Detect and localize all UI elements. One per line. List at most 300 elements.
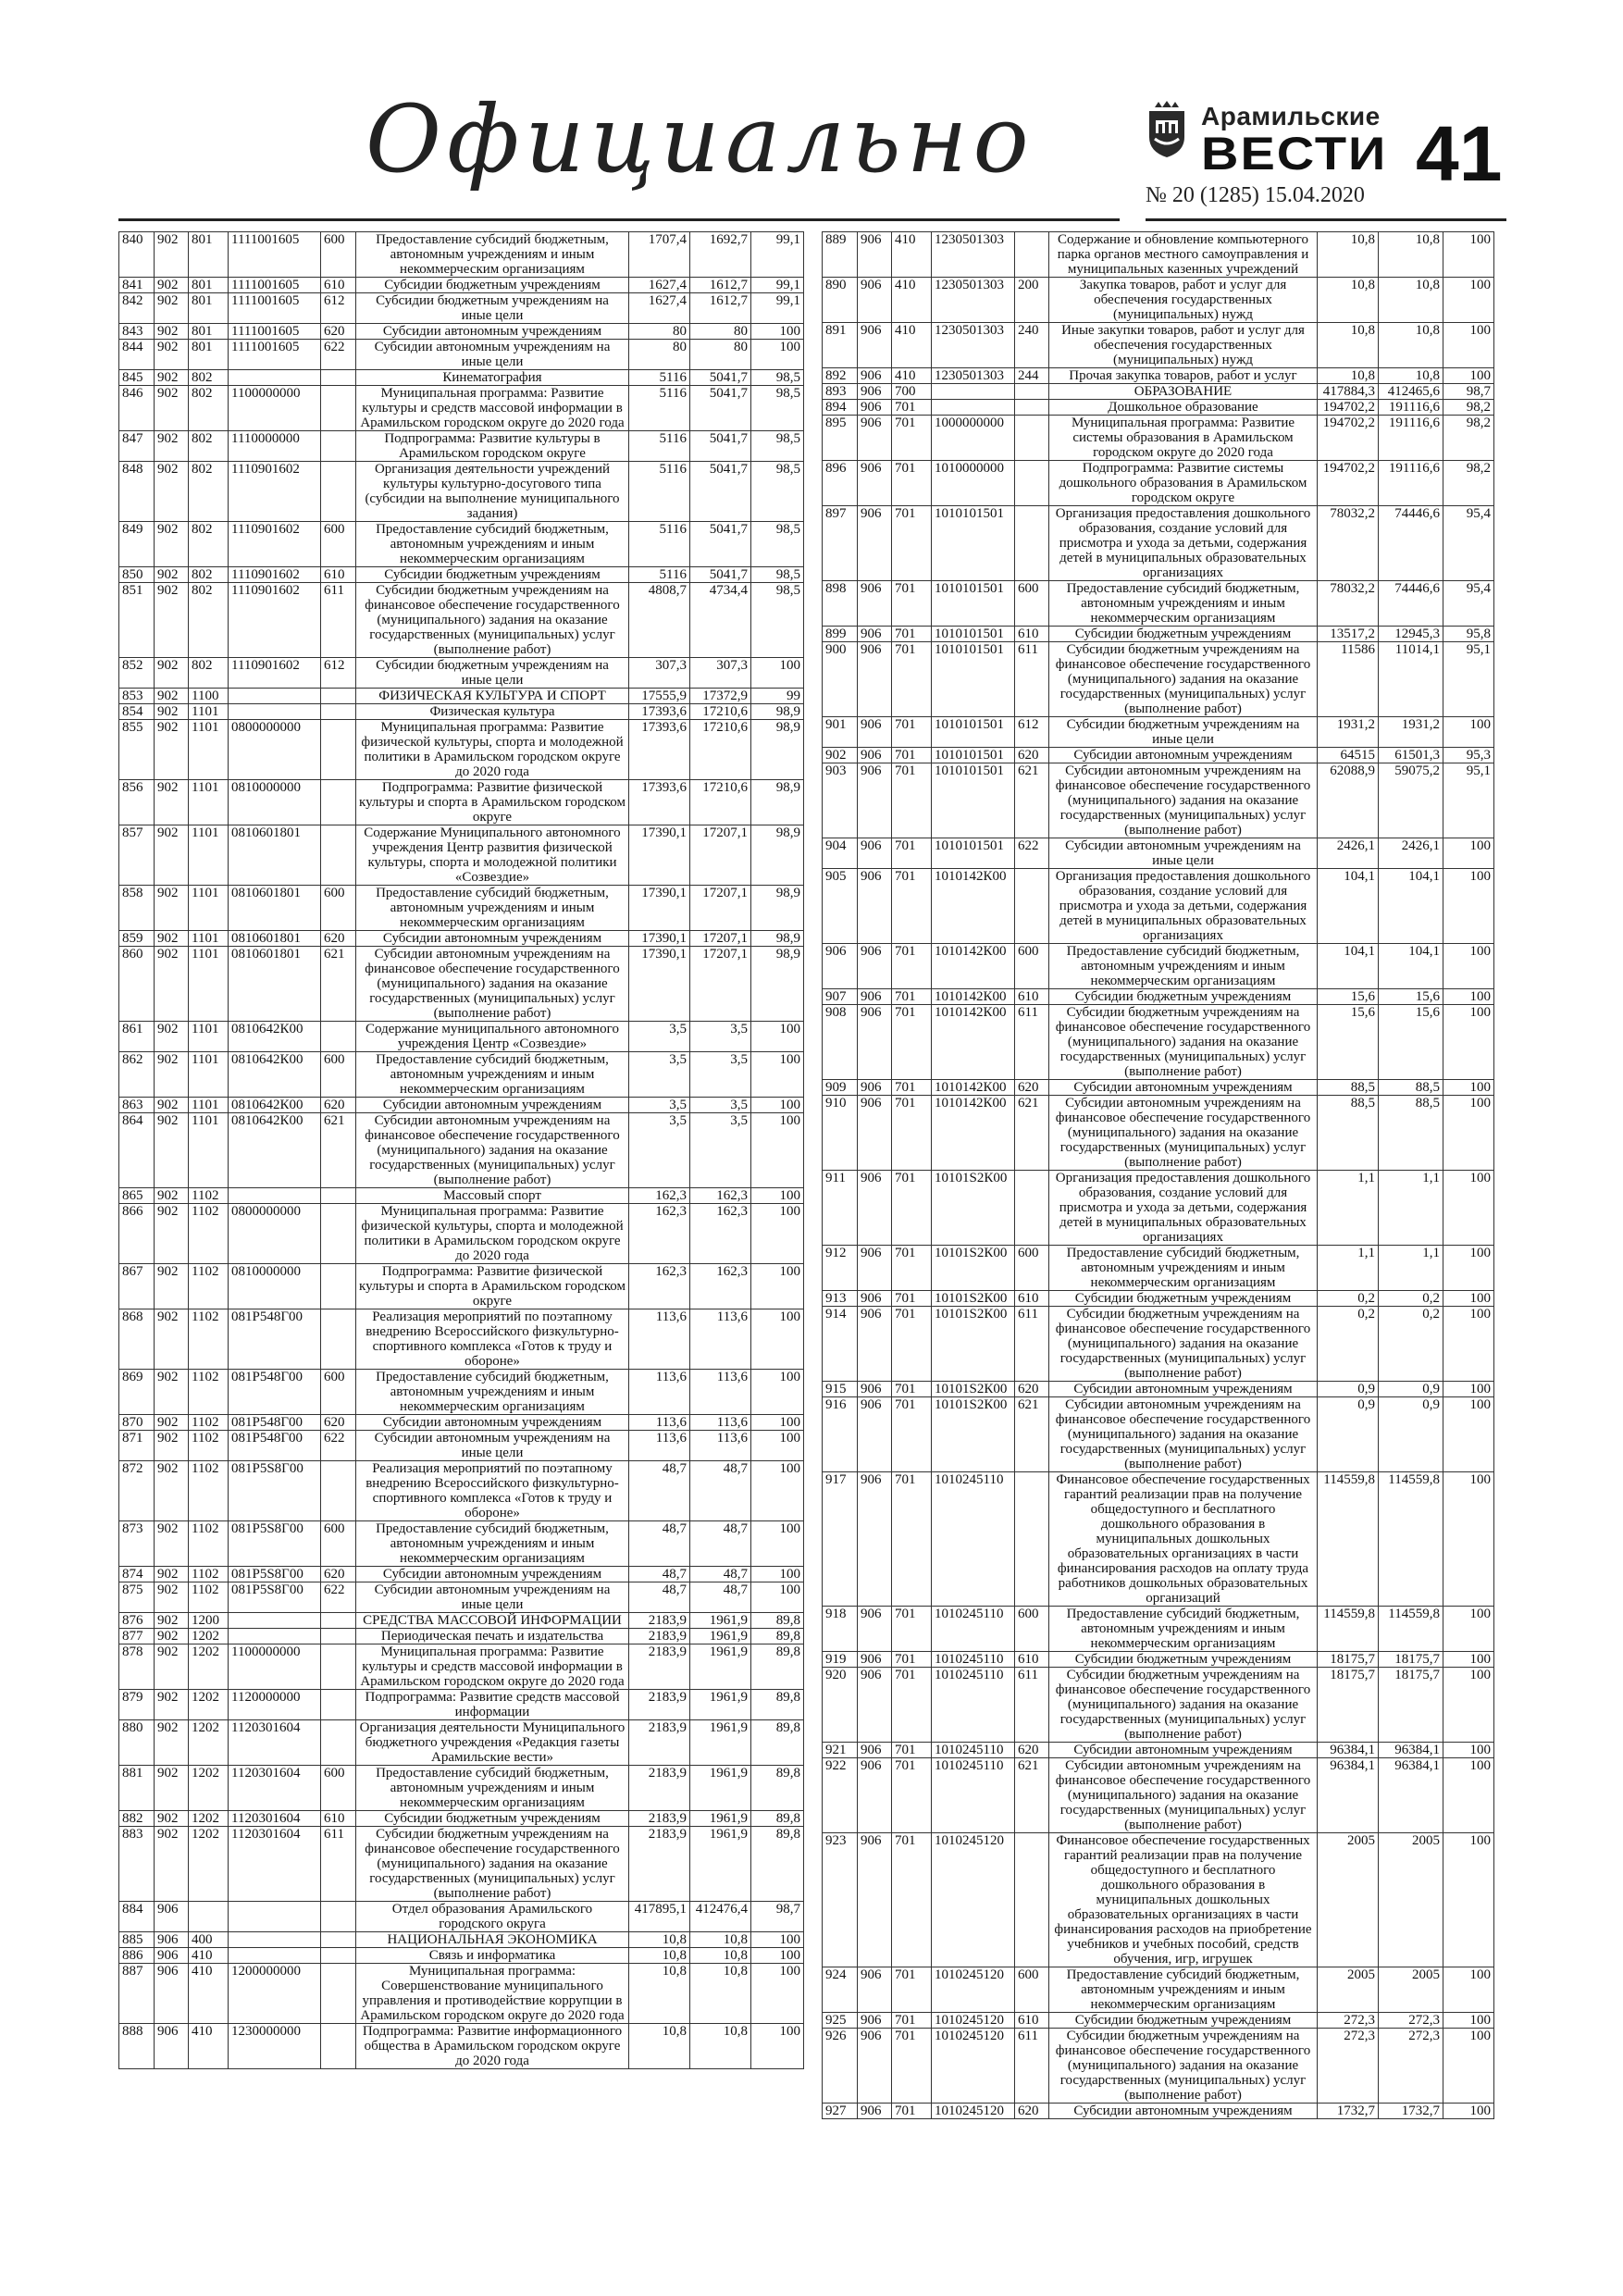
planned-amount: 0,2	[1318, 1307, 1379, 1382]
row-number: 894	[823, 400, 858, 416]
section-code: 802	[189, 583, 229, 658]
execution-percent: 95,1	[1443, 642, 1494, 717]
section-code: 802	[189, 522, 229, 567]
execution-percent: 98,9	[751, 720, 804, 780]
planned-amount: 5116	[629, 386, 690, 431]
table-row	[119, 1902, 804, 1932]
section-code: 701	[892, 1307, 932, 1382]
execution-percent: 98,9	[751, 825, 804, 886]
section-code: 801	[189, 278, 229, 293]
execution-percent: 100	[1443, 1080, 1494, 1096]
row-number: 855	[119, 720, 155, 780]
target-article-code	[229, 1902, 321, 1932]
row-number: 909	[823, 1080, 858, 1096]
table-row	[823, 1080, 1494, 1096]
item-name: Организация предоставления дошкольного образования, создание условий для присмотра и ухода за детьми, содержания детей в муниципальных образовательных организациях	[1049, 1171, 1318, 1246]
planned-amount: 17393,6	[629, 780, 690, 825]
section-code: 701	[892, 2013, 932, 2029]
section-code: 1101	[189, 931, 229, 947]
section-code: 1102	[189, 1567, 229, 1582]
expense-type-code: 621	[1015, 763, 1049, 838]
ministry-code: 906	[858, 278, 892, 323]
section-code: 801	[189, 340, 229, 370]
section-code: 701	[892, 869, 932, 944]
ministry-code: 902	[155, 947, 189, 1022]
planned-amount: 2183,9	[629, 1644, 690, 1690]
executed-amount: 59075,2	[1379, 763, 1443, 838]
item-name: Субсидии автономным учреждениям	[356, 1567, 629, 1582]
target-article-code: 1010245110	[932, 1472, 1015, 1607]
expense-type-code: 600	[1015, 944, 1049, 989]
ministry-code: 906	[858, 1472, 892, 1607]
table-row	[823, 642, 1494, 717]
section-code: 701	[892, 2104, 932, 2119]
planned-amount: 2005	[1318, 1833, 1379, 1967]
planned-amount: 13517,2	[1318, 627, 1379, 642]
ministry-code: 906	[858, 1291, 892, 1307]
section-code: 802	[189, 386, 229, 431]
execution-percent: 100	[751, 1264, 804, 1309]
ministry-code: 902	[155, 1415, 189, 1431]
row-number: 861	[119, 1022, 155, 1052]
item-name: Субсидии бюджетным учреждениям на финансовое обеспечение государственного (муниципального) задания на оказание государственных (муниципальных) услуг (выполнение работ)	[1049, 1668, 1318, 1743]
item-name: Субсидии бюджетным учреждениям на финансовое обеспечение государственного (муниципального) задания на оказание государственных (муниципальных) услуг (выполнение работ)	[356, 1827, 629, 1902]
item-name: Субсидии автономным учреждениям	[1049, 748, 1318, 763]
section-code: 400	[189, 1932, 229, 1948]
planned-amount: 104,1	[1318, 944, 1379, 989]
expense-type-code	[321, 462, 356, 522]
planned-amount: 78032,2	[1318, 506, 1379, 581]
table-row	[119, 1098, 804, 1113]
item-name: Дошкольное образование	[1049, 400, 1318, 416]
row-number: 890	[823, 278, 858, 323]
row-number: 882	[119, 1811, 155, 1827]
item-name: Субсидии автономным учреждениям на иные цели	[356, 1431, 629, 1461]
expense-type-code	[321, 431, 356, 462]
executed-amount: 1961,9	[690, 1613, 751, 1629]
target-article-code: 0810642К00	[229, 1052, 321, 1098]
planned-amount: 17390,1	[629, 947, 690, 1022]
planned-amount: 272,3	[1318, 2013, 1379, 2029]
executed-amount: 1961,9	[690, 1720, 751, 1766]
execution-percent: 100	[751, 1188, 804, 1204]
executed-amount: 1612,7	[690, 278, 751, 293]
execution-percent: 100	[1443, 1307, 1494, 1382]
planned-amount: 17390,1	[629, 886, 690, 931]
row-number: 920	[823, 1668, 858, 1743]
target-article-code: 1010101501	[932, 838, 1015, 869]
execution-percent: 100	[1443, 1397, 1494, 1472]
row-number: 925	[823, 2013, 858, 2029]
section-code: 410	[189, 1948, 229, 1964]
execution-percent: 98,2	[1443, 416, 1494, 461]
table-row	[119, 1204, 804, 1264]
planned-amount: 0,2	[1318, 1291, 1379, 1307]
executed-amount: 191116,6	[1379, 461, 1443, 506]
section-code: 701	[892, 1096, 932, 1171]
ministry-code: 902	[155, 1690, 189, 1720]
item-name: Подпрограмма: Развитие физической культуры и спорта в Арамильском городском округе	[356, 780, 629, 825]
executed-amount: 17207,1	[690, 825, 751, 886]
page-number: 41	[1416, 110, 1503, 197]
section-code: 1101	[189, 704, 229, 720]
planned-amount: 5116	[629, 522, 690, 567]
ministry-code: 906	[858, 506, 892, 581]
execution-percent: 98,9	[751, 886, 804, 931]
planned-amount: 5116	[629, 462, 690, 522]
executed-amount: 96384,1	[1379, 1758, 1443, 1833]
table-row	[823, 581, 1494, 627]
item-name: Реализация мероприятий по поэтапному внедрению Всероссийского физкультурно-спортивного комплекса «Готов к труду и обороне»	[356, 1461, 629, 1521]
execution-percent: 98,2	[1443, 400, 1494, 416]
row-number: 917	[823, 1472, 858, 1607]
executed-amount: 3,5	[690, 1113, 751, 1188]
item-name: Организация предоставления дошкольного образования, создание условий для присмотра и ухода за детьми, содержания детей в муниципальных образовательных организациях	[1049, 506, 1318, 581]
table-row	[119, 1964, 804, 2024]
row-number: 923	[823, 1833, 858, 1967]
item-name: Субсидии бюджетным учреждениям	[1049, 1652, 1318, 1668]
expense-type-code: 620	[321, 1415, 356, 1431]
planned-amount: 48,7	[629, 1582, 690, 1613]
planned-amount: 2183,9	[629, 1766, 690, 1811]
item-name: Субсидии бюджетным учреждениям на финансовое обеспечение государственного (муниципального) задания на оказание государственных (муниципальных) услуг (выполнение работ)	[1049, 642, 1318, 717]
executed-amount: 412476,4	[690, 1902, 751, 1932]
execution-percent: 98,5	[751, 370, 804, 386]
table-row	[119, 386, 804, 431]
execution-percent: 100	[1443, 1472, 1494, 1607]
expense-type-code: 610	[1015, 627, 1049, 642]
header-rule-right	[1146, 218, 1506, 221]
ministry-code: 906	[858, 368, 892, 384]
row-number: 889	[823, 232, 858, 278]
row-number: 879	[119, 1690, 155, 1720]
item-name: Субсидии автономным учреждениям	[356, 324, 629, 340]
planned-amount: 10,8	[629, 1948, 690, 1964]
executed-amount: 5041,7	[690, 431, 751, 462]
expense-type-code	[321, 1188, 356, 1204]
ministry-code: 902	[155, 1022, 189, 1052]
table-row	[823, 461, 1494, 506]
item-name: Субсидии автономным учреждениям на иные цели	[356, 340, 629, 370]
ministry-code: 902	[155, 431, 189, 462]
ministry-code: 906	[155, 1948, 189, 1964]
table-row	[119, 1948, 804, 1964]
row-number: 851	[119, 583, 155, 658]
target-article-code: 1010142К00	[932, 869, 1015, 944]
table-row	[823, 232, 1494, 278]
row-number: 883	[119, 1827, 155, 1902]
expense-type-code: 610	[321, 278, 356, 293]
table-row	[119, 947, 804, 1022]
ministry-code: 906	[858, 384, 892, 400]
expense-type-code: 600	[1015, 1607, 1049, 1652]
expense-type-code: 621	[1015, 1397, 1049, 1472]
target-article-code: 1110901602	[229, 567, 321, 583]
section-code: 1102	[189, 1264, 229, 1309]
ministry-code: 902	[155, 340, 189, 370]
expense-type-code	[321, 2024, 356, 2069]
planned-amount: 3,5	[629, 1052, 690, 1098]
target-article-code: 10101S2К00	[932, 1382, 1015, 1397]
planned-amount: 5116	[629, 370, 690, 386]
expense-type-code	[1015, 400, 1049, 416]
execution-percent: 100	[751, 1309, 804, 1370]
planned-amount: 80	[629, 324, 690, 340]
ministry-code: 902	[155, 825, 189, 886]
expense-type-code	[321, 1720, 356, 1766]
ministry-code: 902	[155, 1811, 189, 1827]
ministry-code: 902	[155, 931, 189, 947]
ministry-code: 906	[858, 642, 892, 717]
row-number: 888	[119, 2024, 155, 2069]
row-number: 871	[119, 1431, 155, 1461]
row-number: 897	[823, 506, 858, 581]
item-name: Субсидии бюджетным учреждениям	[1049, 2013, 1318, 2029]
item-name: Субсидии бюджетным учреждениям на иные цели	[356, 293, 629, 324]
section-code: 701	[892, 1833, 932, 1967]
executed-amount: 0,2	[1379, 1307, 1443, 1382]
ministry-code: 902	[155, 1204, 189, 1264]
executed-amount: 61501,3	[1379, 748, 1443, 763]
item-name: Субсидии автономным учреждениям	[356, 1098, 629, 1113]
section-code: 701	[892, 989, 932, 1005]
ministry-code: 902	[155, 278, 189, 293]
execution-percent: 100	[751, 1461, 804, 1521]
executed-amount: 10,8	[1379, 278, 1443, 323]
row-number: 910	[823, 1096, 858, 1171]
section-code: 701	[892, 2029, 932, 2104]
executed-amount: 10,8	[1379, 232, 1443, 278]
row-number: 847	[119, 431, 155, 462]
row-number: 876	[119, 1613, 155, 1629]
table-row	[119, 232, 804, 278]
execution-percent: 98,9	[751, 704, 804, 720]
executed-amount: 12945,3	[1379, 627, 1443, 642]
section-code: 1102	[189, 1204, 229, 1264]
executed-amount: 74446,6	[1379, 506, 1443, 581]
expense-type-code: 600	[321, 1370, 356, 1415]
row-number: 905	[823, 869, 858, 944]
expense-type-code: 620	[321, 931, 356, 947]
item-name: Субсидии автономным учреждениям на иные цели	[1049, 838, 1318, 869]
row-number: 884	[119, 1902, 155, 1932]
execution-percent: 100	[1443, 989, 1494, 1005]
target-article-code: 0810601801	[229, 825, 321, 886]
table-row	[823, 869, 1494, 944]
section-code: 801	[189, 232, 229, 278]
ministry-code: 906	[858, 1080, 892, 1096]
planned-amount: 114559,8	[1318, 1607, 1379, 1652]
execution-percent: 98,5	[751, 567, 804, 583]
expense-type-code: 612	[321, 658, 356, 689]
planned-amount: 272,3	[1318, 2029, 1379, 2104]
section-code: 701	[892, 627, 932, 642]
row-number: 863	[119, 1098, 155, 1113]
target-article-code: 1010101501	[932, 627, 1015, 642]
ministry-code: 902	[155, 780, 189, 825]
target-article-code: 0810601801	[229, 947, 321, 1022]
executed-amount: 1961,9	[690, 1766, 751, 1811]
table-row	[823, 1652, 1494, 1668]
expense-type-code	[321, 720, 356, 780]
executed-amount: 1931,2	[1379, 717, 1443, 748]
target-article-code: 1111001605	[229, 324, 321, 340]
ministry-code: 906	[858, 1652, 892, 1668]
target-article-code: 0810642К00	[229, 1098, 321, 1113]
item-name: Предоставление субсидий бюджетным, автономным учреждениям и иным некоммерческим организациям	[356, 522, 629, 567]
table-row	[119, 1370, 804, 1415]
row-number: 860	[119, 947, 155, 1022]
item-name: Предоставление субсидий бюджетным, автономным учреждениям и иным некоммерческим организациям	[356, 1370, 629, 1415]
expense-type-code: 621	[321, 947, 356, 1022]
target-article-code: 1200000000	[229, 1964, 321, 2024]
item-name: Содержание и обновление компьютерного парка органов местного самоуправления и муниципальных казенных учреждений	[1049, 232, 1318, 278]
target-article-code: 1120301604	[229, 1766, 321, 1811]
table-row	[823, 1967, 1494, 2013]
execution-percent: 98,5	[751, 386, 804, 431]
execution-percent: 100	[751, 1415, 804, 1431]
expense-type-code	[321, 1644, 356, 1690]
expense-type-code: 610	[321, 567, 356, 583]
target-article-code: 1010142К00	[932, 989, 1015, 1005]
section-code: 1102	[189, 1431, 229, 1461]
row-number: 880	[119, 1720, 155, 1766]
item-name: Субсидии бюджетным учреждениям на финансовое обеспечение государственного (муниципального) задания на оказание государственных (муниципальных) услуг (выполнение работ)	[1049, 1307, 1318, 1382]
executed-amount: 18175,7	[1379, 1668, 1443, 1743]
ministry-code: 906	[155, 1932, 189, 1948]
planned-amount: 4808,7	[629, 583, 690, 658]
execution-percent: 99,1	[751, 232, 804, 278]
target-article-code: 10101S2К00	[932, 1291, 1015, 1307]
header-rule-left	[118, 218, 1120, 221]
target-article-code: 081Р5S8Г00	[229, 1461, 321, 1521]
table-row	[823, 2104, 1494, 2119]
planned-amount: 10,8	[629, 1964, 690, 2024]
row-number: 874	[119, 1567, 155, 1582]
ministry-code: 902	[155, 1720, 189, 1766]
table-row	[823, 838, 1494, 869]
execution-percent: 98,5	[751, 522, 804, 567]
ministry-code: 906	[858, 763, 892, 838]
expense-type-code: 240	[1015, 323, 1049, 368]
execution-percent: 100	[1443, 1668, 1494, 1743]
target-article-code: 1230501303	[932, 323, 1015, 368]
target-article-code	[229, 1948, 321, 1964]
item-name: Кинематография	[356, 370, 629, 386]
execution-percent: 100	[751, 1204, 804, 1264]
section-code: 1202	[189, 1766, 229, 1811]
planned-amount: 48,7	[629, 1461, 690, 1521]
table-row	[119, 431, 804, 462]
execution-percent: 100	[751, 1932, 804, 1948]
expense-type-code: 200	[1015, 278, 1049, 323]
row-number: 898	[823, 581, 858, 627]
ministry-code: 906	[858, 232, 892, 278]
executed-amount: 191116,6	[1379, 400, 1443, 416]
ministry-code: 902	[155, 1461, 189, 1521]
expense-type-code	[321, 780, 356, 825]
execution-percent: 100	[1443, 232, 1494, 278]
table-row	[119, 462, 804, 522]
table-row	[823, 323, 1494, 368]
item-name: Субсидии автономным учреждениям на финансовое обеспечение государственного (муниципального) задания на оказание государственных (муниципальных) услуг (выполнение работ)	[1049, 1397, 1318, 1472]
execution-percent: 98,7	[1443, 384, 1494, 400]
expense-type-code	[321, 1948, 356, 1964]
item-name: Подпрограмма: Развитие культуры в Арамильском городском округе	[356, 431, 629, 462]
section-code: 701	[892, 1171, 932, 1246]
target-article-code: 1111001605	[229, 340, 321, 370]
executed-amount: 114559,8	[1379, 1607, 1443, 1652]
row-number: 868	[119, 1309, 155, 1370]
section-code: 701	[892, 838, 932, 869]
table-row	[119, 780, 804, 825]
execution-percent: 100	[1443, 1171, 1494, 1246]
table-row	[823, 763, 1494, 838]
ministry-code: 902	[155, 704, 189, 720]
item-name: Подпрограмма: Развитие системы дошкольного образования в Арамильском городском округе	[1049, 461, 1318, 506]
table-row	[823, 1472, 1494, 1607]
ministry-code: 902	[155, 689, 189, 704]
execution-percent: 100	[1443, 1291, 1494, 1307]
expense-type-code: 622	[321, 1431, 356, 1461]
ministry-code: 906	[155, 1964, 189, 2024]
item-name: Иные закупки товаров, работ и услуг для обеспечения государственных (муниципальных) нужд	[1049, 323, 1318, 368]
executed-amount: 1961,9	[690, 1690, 751, 1720]
row-number: 858	[119, 886, 155, 931]
planned-amount: 10,8	[1318, 232, 1379, 278]
table-row	[119, 567, 804, 583]
ministry-code: 906	[858, 748, 892, 763]
ministry-code: 906	[858, 1096, 892, 1171]
target-article-code: 1230501303	[932, 368, 1015, 384]
row-number: 878	[119, 1644, 155, 1690]
budget-table-right-body	[823, 232, 1494, 2119]
planned-amount: 113,6	[629, 1370, 690, 1415]
ministry-code: 906	[858, 461, 892, 506]
target-article-code: 0810642К00	[229, 1113, 321, 1188]
section-code: 1101	[189, 780, 229, 825]
table-row	[823, 1291, 1494, 1307]
row-number: 908	[823, 1005, 858, 1080]
section-code: 701	[892, 1005, 932, 1080]
executed-amount: 48,7	[690, 1461, 751, 1521]
executed-amount: 1961,9	[690, 1827, 751, 1902]
expense-type-code: 244	[1015, 368, 1049, 384]
expense-type-code: 600	[321, 1052, 356, 1098]
section-code: 701	[892, 1607, 932, 1652]
section-code: 700	[892, 384, 932, 400]
target-article-code: 1010245120	[932, 1833, 1015, 1967]
item-name: Субсидии бюджетным учреждениям	[1049, 627, 1318, 642]
section-code: 1102	[189, 1461, 229, 1521]
executed-amount: 2426,1	[1379, 838, 1443, 869]
expense-type-code: 622	[321, 1582, 356, 1613]
table-row	[823, 2013, 1494, 2029]
section-code: 802	[189, 462, 229, 522]
expense-type-code	[1015, 1171, 1049, 1246]
executed-amount: 162,3	[690, 1264, 751, 1309]
item-name: Субсидии бюджетным учреждениям на финансовое обеспечение государственного (муниципального) задания на оказание государственных (муниципальных) услуг (выполнение работ)	[356, 583, 629, 658]
executed-amount: 3,5	[690, 1098, 751, 1113]
target-article-code: 1010142К00	[932, 1080, 1015, 1096]
target-article-code: 1100000000	[229, 386, 321, 431]
table-row	[823, 1743, 1494, 1758]
newspaper-logo	[1146, 93, 1388, 185]
table-row	[119, 278, 804, 293]
table-row	[823, 944, 1494, 989]
planned-amount: 3,5	[629, 1113, 690, 1188]
row-number: 907	[823, 989, 858, 1005]
